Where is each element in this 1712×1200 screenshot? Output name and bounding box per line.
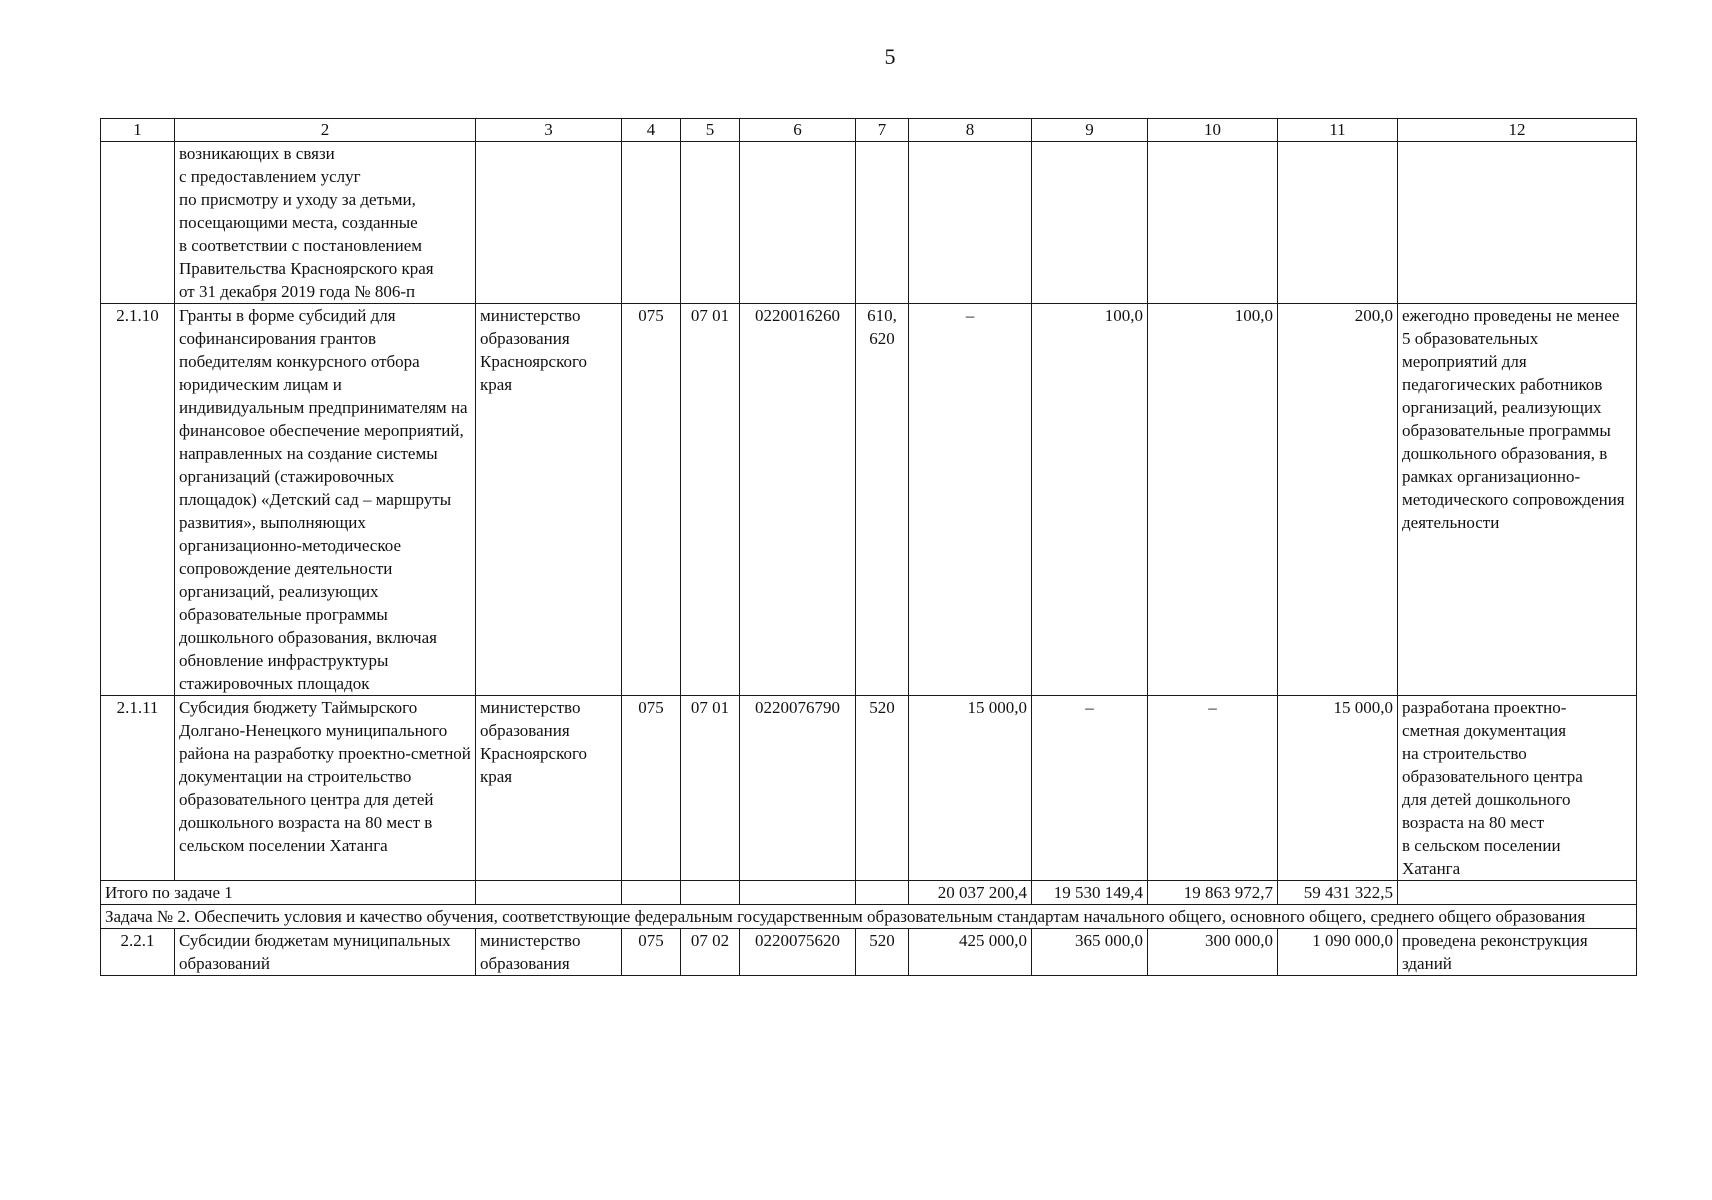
header-cell: 10 — [1148, 119, 1278, 142]
header-cell: 6 — [740, 119, 856, 142]
table-row-2-1-10 — [101, 304, 1637, 696]
measure-name: Субсидия бюджету Таймырского Долгано-Ненецкого муниципального района на разработку проектно-сметной документации на строительство образовательного центра для детей дошкольного возраста на 80 мест в сельском поселении Хатанга — [175, 696, 476, 881]
amount-total: 1 090 000,0 — [1278, 929, 1398, 976]
amount-total: 15 000,0 — [1278, 696, 1398, 881]
amount-year-1: – — [909, 304, 1032, 696]
total-year-3: 19 863 972,7 — [1148, 881, 1278, 905]
amount-year-2: 100,0 — [1032, 304, 1148, 696]
task-2-heading-row — [101, 905, 1637, 929]
amount-year-3: 300 000,0 — [1148, 929, 1278, 976]
target-article-code: 0220075620 — [740, 929, 856, 976]
task-2-heading: Задача № 2. Обеспечить условия и качество обучения, соответствующие федеральным государственным образовательным стандартам начального общего, основного общего, среднего общего образования — [101, 905, 1637, 929]
expected-result: разработана проектно- сметная документация на строительство образовательного центра для детей дошкольного возраста на 80 мест в сельском поселении Хатанга — [1398, 696, 1637, 881]
total-row-task-1 — [101, 881, 1637, 905]
expense-type-code: 610, 620 — [856, 304, 909, 696]
header-cell: 4 — [622, 119, 681, 142]
table-row-2-1-11 — [101, 696, 1637, 881]
expected-result: ежегодно проведены не менее 5 образовательных мероприятий для педагогических работников организаций, реализующих образовательные программы дошкольного образования, в рамках организационно-методического сопровождения деятельности — [1398, 304, 1637, 696]
total-label: Итого по задаче 1 — [101, 881, 476, 905]
grbs-code: 075 — [622, 929, 681, 976]
target-article-code: 0220016260 — [740, 304, 856, 696]
grbs-code: 075 — [622, 696, 681, 881]
total-year-1: 20 037 200,4 — [909, 881, 1032, 905]
measure-name: возникающих в связи с предоставлением услуг по присмотру и уходу за детьми, посещающими места, созданные в соответствии с постановлением Правительства Красноярского края от 31 декабря 2019 года № 806-п — [175, 142, 476, 304]
grbs-code: 075 — [622, 304, 681, 696]
section-code: 07 01 — [681, 304, 740, 696]
amount-year-3: 100,0 — [1148, 304, 1278, 696]
table-row-2-2-1 — [101, 929, 1637, 976]
row-number: 2.1.10 — [101, 304, 175, 696]
header-cell: 8 — [909, 119, 1032, 142]
row-number: 2.1.11 — [101, 696, 175, 881]
table-row-continuation — [101, 142, 1637, 304]
amount-year-2: 365 000,0 — [1032, 929, 1148, 976]
row-number: 2.2.1 — [101, 929, 175, 976]
amount-year-1: 425 000,0 — [909, 929, 1032, 976]
amount-year-3: – — [1148, 696, 1278, 881]
header-cell: 7 — [856, 119, 909, 142]
header-cell: 2 — [175, 119, 476, 142]
page-number: 5 — [884, 44, 896, 69]
header-cell: 12 — [1398, 119, 1637, 142]
header-row — [101, 119, 1637, 142]
total-sum: 59 431 322,5 — [1278, 881, 1398, 905]
header-cell: 3 — [476, 119, 622, 142]
grbs: министерство образования — [476, 929, 622, 976]
target-article-code: 0220076790 — [740, 696, 856, 881]
section-code: 07 01 — [681, 696, 740, 881]
amount-year-1: 15 000,0 — [909, 696, 1032, 881]
grbs: министерство образования Красноярского края — [476, 304, 622, 696]
expense-type-code: 520 — [856, 696, 909, 881]
amount-year-2: – — [1032, 696, 1148, 881]
expense-type-code: 520 — [856, 929, 909, 976]
measure-name: Гранты в форме субсидий для софинансирования грантов победителям конкурсного отбора юридическим лицам и индивидуальным предпринимателям на финансовое обеспечение мероприятий, направленных на создание системы организаций (стажировочных площадок) «Детский сад – маршруты развития», выполняющих организационно-методическое сопровождение деятельности организаций, реализующих образовательные программы дошкольного образования, включая обновление инфраструктуры стажировочных площадок — [175, 304, 476, 696]
header-cell: 5 — [681, 119, 740, 142]
section-code: 07 02 — [681, 929, 740, 976]
header-cell: 1 — [101, 119, 175, 142]
grbs: министерство образования Красноярского края — [476, 696, 622, 881]
header-cell: 9 — [1032, 119, 1148, 142]
total-year-2: 19 530 149,4 — [1032, 881, 1148, 905]
measure-name: Субсидии бюджетам муниципальных образований — [175, 929, 476, 976]
expected-result: проведена реконструкция зданий — [1398, 929, 1637, 976]
program-measures-table — [100, 118, 1637, 976]
amount-total: 200,0 — [1278, 304, 1398, 696]
header-cell: 11 — [1278, 119, 1398, 142]
